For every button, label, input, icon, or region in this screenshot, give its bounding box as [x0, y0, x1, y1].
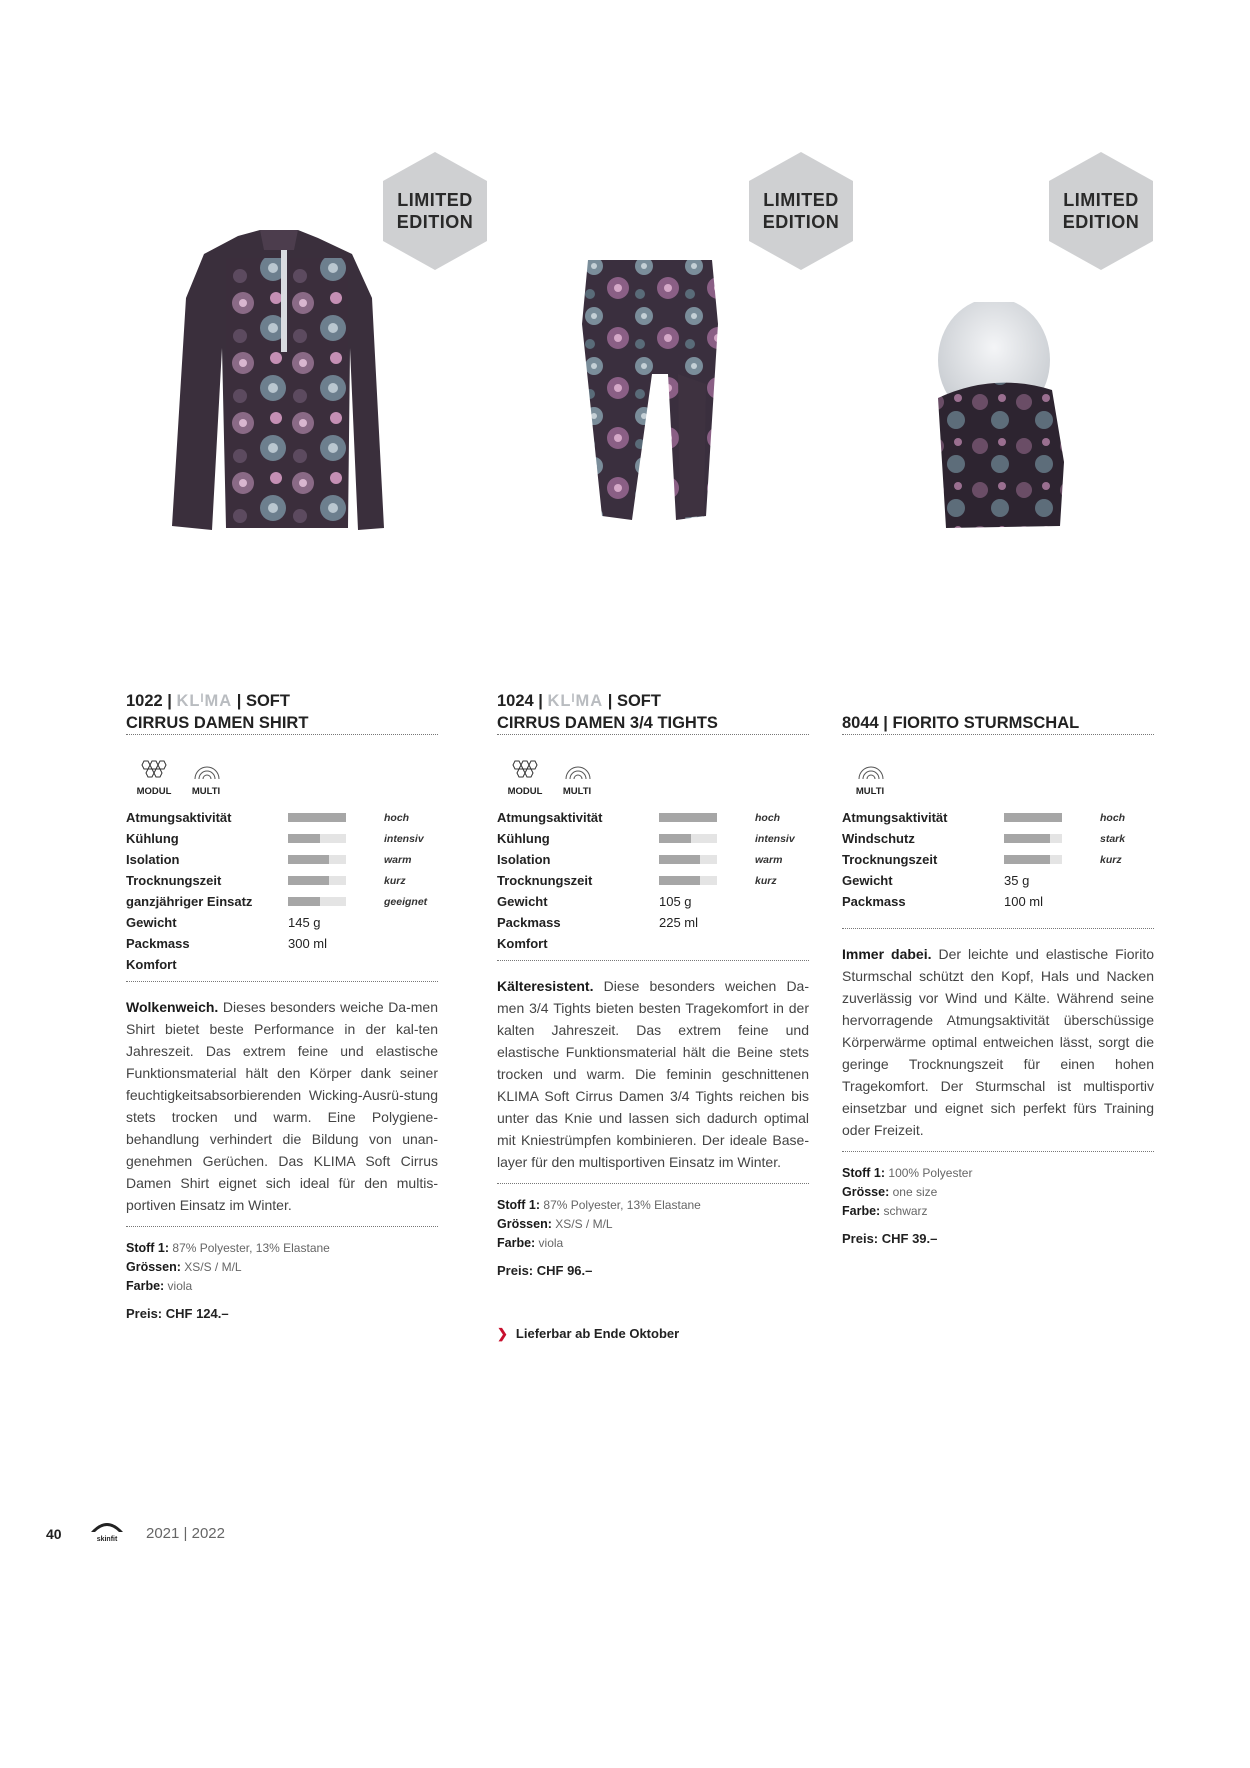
- price: Preis: CHF 124.–: [126, 1306, 229, 1321]
- modul-icon: MODUL: [130, 759, 178, 797]
- chevron-right-icon: ❯: [497, 1326, 508, 1341]
- spec-row: Atmungsaktivität hoch: [126, 810, 410, 825]
- spec-row: Atmungsaktivität hoch: [842, 810, 1126, 825]
- metric-row: Packmass 100 ml: [842, 894, 1044, 909]
- price: Preis: CHF 39.–: [842, 1231, 938, 1246]
- spec-row: Trocknungszeit kurz: [497, 873, 777, 888]
- spec-table: [842, 807, 1125, 912]
- product-title: 1024 | KLᴵMA | SOFT CIRRUS DAMEN 3/4 TIGHTS: [497, 692, 718, 732]
- spec-row: Windschutz stark: [842, 831, 1126, 846]
- product-title: 1022 | KLᴵMA | SOFT CIRRUS DAMEN SHIRT: [126, 692, 309, 732]
- spec-table: [497, 807, 795, 954]
- spec-row: Trocknungszeit kurz: [842, 852, 1122, 867]
- limited-edition-badge: LIMITED EDITION: [1049, 152, 1153, 270]
- product-description: Immer dabei. Der leichte und elastische Fiorito Sturmschal schützt den Kopf, Hals und Nacken zuverlässig vor Wind und Kälte. Während seine hervorragende Atmungsaktivität überschüssige Körperwärme optimal entweichen lässt, sorgt die geringe Trocknungszeit für einen hohen Tragekomfort. Der Sturmschal ist multisportiv einsetzbar und eignet sich perfekt fürs Training oder Freizeit.: [842, 946, 1154, 1138]
- spec-row: ganzjähriger Einsatz geeignet: [126, 894, 428, 909]
- limited-edition-badge: LIMITED EDITION: [383, 152, 487, 270]
- scarf-product-image: [924, 302, 1074, 534]
- multi-icon: MULTI: [182, 759, 230, 797]
- metric-row: Gewicht 105 g: [497, 894, 692, 909]
- spec-row: Trocknungszeit kurz: [126, 873, 406, 888]
- product-facts: Stoff 1: 87% Polyester, 13% Elastane Grössen: XS/S / M/L Farbe: viola Preis: CHF 96.–: [497, 1184, 809, 1280]
- modul-icon: MODUL: [501, 759, 549, 797]
- spec-row: Isolation warm: [126, 852, 412, 867]
- limited-edition-badge: LIMITED EDITION: [749, 152, 853, 270]
- product-column-8044: [842, 690, 1154, 1248]
- metric-row: Gewicht 145 g: [126, 915, 321, 930]
- page-number: 40: [46, 1526, 62, 1542]
- product-facts: Stoff 1: 100% Polyester Grösse: one size Farbe: schwarz Preis: CHF 39.–: [842, 1152, 1154, 1248]
- multi-icon: MULTI: [846, 759, 894, 797]
- product-description: Kälteresistent. Diese besonders weichen Da-men 3/4 Tights bieten besten Tragekomfort in der kalten Jahreszeit. Das extrem feine und elastische Funktionsmaterial hält die Beine stets trocken und warm. Die feminin geschnittenen KLIMA Soft Cirrus Damen 3/4 Tights reichen bis unter das Knie und lassen sich dadurch optimal mit Kniestrümpfen kombinieren. Der ideale Base-layer für den multisportiven Einsatz im Winter.: [497, 978, 810, 1170]
- spec-row: Kühlung intensiv: [126, 831, 424, 846]
- shirt-product-image: [168, 228, 388, 554]
- spec-row: Isolation warm: [497, 852, 783, 867]
- metric-row: Packmass 300 ml: [126, 936, 328, 951]
- skinfit-logo: skinfit: [88, 1517, 126, 1545]
- spec-row: Atmungsaktivität hoch: [497, 810, 781, 825]
- product-facts: Stoff 1: 87% Polyester, 13% Elastane Grössen: XS/S / M/L Farbe: viola Preis: CHF 124.–: [126, 1227, 438, 1323]
- product-column-1022: [126, 690, 438, 1323]
- tights-product-image: [580, 254, 720, 522]
- metric-row: Packmass 225 ml: [497, 915, 699, 930]
- metric-row: Komfort: [497, 936, 548, 951]
- catalog-year: 2021 | 2022: [146, 1525, 225, 1542]
- metric-row: Gewicht 35 g: [842, 873, 1030, 888]
- product-description: Wolkenweich. Dieses besonders weiche Da-men Shirt bietet beste Performance in der kal-ten Jahreszeit. Das extrem feine und elastische Funktionsmaterial hält den Körper dank seiner feuchtigkeitsabsorbierenden Wicking-Ausrü-stung stets trocken und warm. Eine Polygiene-behandlung verhindert die Bildung von unan-genehmen Gerüchen. Das KLIMA Soft Cirrus Damen Shirt eignet sich ideal für den multis-portiven Einsatz im Winter.: [126, 999, 438, 1213]
- delivery-note: ❯ Lieferbar ab Ende Oktober: [497, 1326, 680, 1341]
- multi-icon: MULTI: [553, 759, 601, 797]
- product-column-1024: [497, 690, 809, 1342]
- product-title: 8044 | FIORITO STURMSCHAL: [842, 714, 1080, 732]
- spec-table: [126, 807, 427, 975]
- spec-row: Kühlung intensiv: [497, 831, 795, 846]
- price: Preis: CHF 96.–: [497, 1263, 593, 1278]
- metric-row: Komfort: [126, 957, 177, 972]
